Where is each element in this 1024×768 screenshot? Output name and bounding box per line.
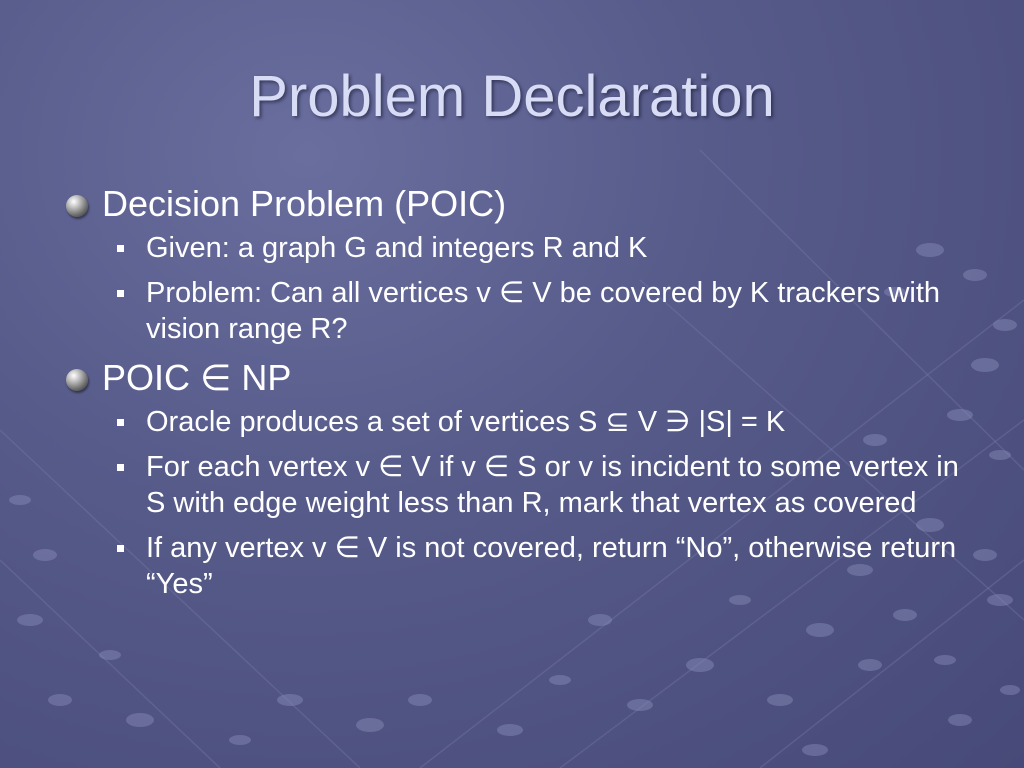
sub-bullet-problem [62, 275, 982, 347]
sub-bullet-for-each [62, 449, 982, 521]
square-bullet-icon [117, 419, 124, 426]
sub-bullet-given [62, 230, 982, 266]
square-bullet-icon [117, 545, 124, 552]
slide-title: Problem Declaration [249, 64, 775, 129]
square-bullet-icon [117, 290, 124, 297]
bullet-poic-np [62, 356, 982, 400]
sub-bullet-oracle [62, 404, 982, 440]
sub-bullet-text: Given: a graph G and integers R and K [146, 232, 648, 264]
sub-bullet-text: If any vertex v ∈ V is not covered, return “No”, otherwise return “Yes” [146, 532, 957, 600]
sub-bullet-if-any [62, 530, 982, 602]
sub-bullet-text: Oracle produces a set of vertices S ⊆ V ∋ |S| = K [146, 406, 786, 438]
sub-list [62, 230, 982, 347]
sphere-bullet-icon [66, 369, 88, 391]
sub-bullet-text: Problem: Can all vertices v ∈ V be covered by K trackers with vision range R? [146, 277, 941, 345]
square-bullet-icon [117, 464, 124, 471]
bullet-text: POIC ∈ NP [102, 357, 292, 398]
slide-content [62, 182, 982, 611]
square-bullet-icon [117, 245, 124, 252]
bullet-decision-problem [62, 182, 982, 226]
sub-list [62, 404, 982, 602]
sub-bullet-text: For each vertex v ∈ V if v ∈ S or v is incident to some vertex in S with edge weight less than R, mark that vertex as covered [146, 451, 959, 519]
sphere-bullet-icon [66, 195, 88, 217]
bullet-text: Decision Problem (POIC) [102, 183, 507, 224]
